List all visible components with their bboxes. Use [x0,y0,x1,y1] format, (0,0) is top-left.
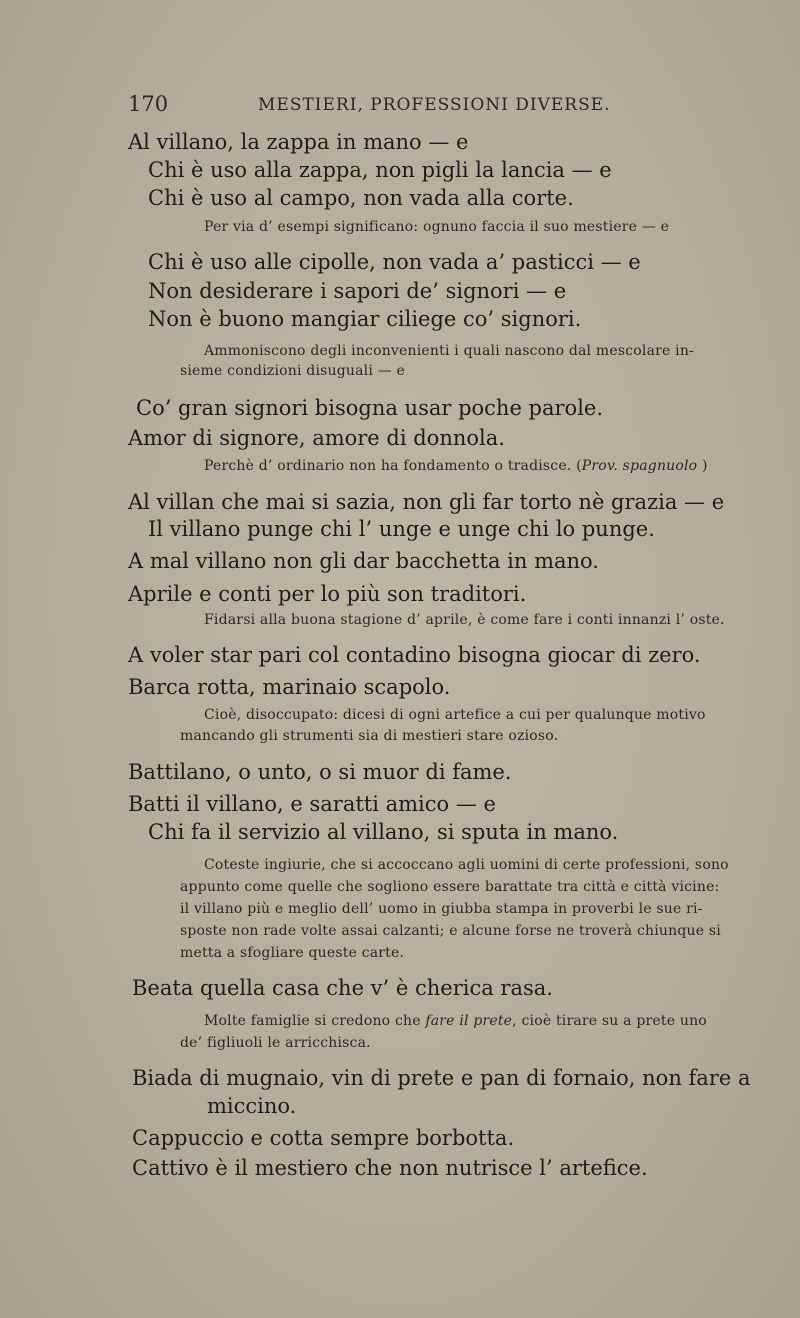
commentary-line: appunto come quelle che sogliono essere barattate tra città e città vicine: [180,879,720,895]
proverb-line: A voler star pari col contadino bisogna giocar di zero. [128,643,701,667]
proverb-line: Co’ gran signori bisogna usar poche parole. [136,396,604,420]
commentary-line: Fidarsi alla buona stagione d’ aprile, è come fare i conti innanzi l’ oste. [204,612,725,628]
commentary-line: Ammoniscono degli inconvenienti i quali nascono dal mescolare in- [204,343,694,359]
proverb-line: Chi è uso al campo, non vada alla corte. [148,186,574,210]
proverb-line: Amor di signore, amore di donnola. [128,426,505,450]
commentary-line: Perchè d’ ordinario non ha fondamento o tradisce. (Prov. spagnuolo ) [204,458,708,474]
proverb-line: Il villano punge chi l’ unge e unge chi lo punge. [148,517,655,541]
commentary-line: sieme condizioni disuguali — e [180,363,406,379]
proverb-line: Cappuccio e cotta sempre borbotta. [132,1126,515,1150]
commentary-line: Cioè, disoccupato: dicesi di ogni artefice a cui per qualunque motivo [204,707,706,723]
commentary-line: mancando gli strumenti sia di mestieri stare ozioso. [180,728,559,744]
commentary-line: Molte famiglie si credono che fare il prete, cioè tirare su a prete uno [204,1013,707,1029]
proverb-line: A mal villano non gli dar bacchetta in mano. [128,549,599,573]
running-title: MESTIERI, PROFESSIONI DIVERSE. [258,95,611,115]
proverb-line: miccino. [207,1094,297,1118]
proverb-line: Chi è uso alle cipolle, non vada a’ pasticci — e [148,250,641,274]
proverb-line: Chi fa il servizio al villano, si sputa in mano. [148,820,619,844]
proverb-line: Al villan che mai si sazia, non gli far torto nè grazia — e [128,490,725,514]
commentary-line: de’ figliuoli le arricchisca. [180,1035,371,1051]
proverb-line: Barca rotta, marinaio scapolo. [128,675,451,699]
proverb-line: Aprile e conti per lo più son traditori. [128,582,527,606]
proverb-line: Chi è uso alla zappa, non pigli la lancia — e [148,158,612,182]
proverb-line: Beata quella casa che v’ è cherica rasa. [132,976,553,1000]
proverb-line: Cattivo è il mestiero che non nutrisce l’ artefice. [132,1156,648,1180]
page-header [128,92,768,122]
proverb-line: Al villano, la zappa in mano — e [128,130,469,154]
proverb-line: Biada di mugnaio, vin di prete e pan di fornaio, non fare a [132,1066,751,1090]
proverb-line: Batti il villano, e saratti amico — e [128,792,496,816]
commentary-line: il villano più e meglio dell’ uomo in giubba stampa in proverbi le sue ri- [180,901,703,917]
commentary-line: Per via d’ esempi significano: ognuno faccia il suo mestiere — e [204,219,670,235]
proverb-line: Non desiderare i sapori de’ signori — e [148,279,567,303]
page-number: 170 [128,92,169,116]
commentary-line: sposte non rade volte assai calzanti; e alcune forse ne troverà chiunque si [180,923,721,939]
proverb-line: Battilano, o unto, o si muor di fame. [128,760,512,784]
commentary-line: metta a sfogliare queste carte. [180,945,405,961]
proverb-line: Non è buono mangiar ciliege co’ signori. [148,307,582,331]
commentary-line: Coteste ingiurie, che si accoccano agli uomini di certe professioni, sono [204,857,729,873]
